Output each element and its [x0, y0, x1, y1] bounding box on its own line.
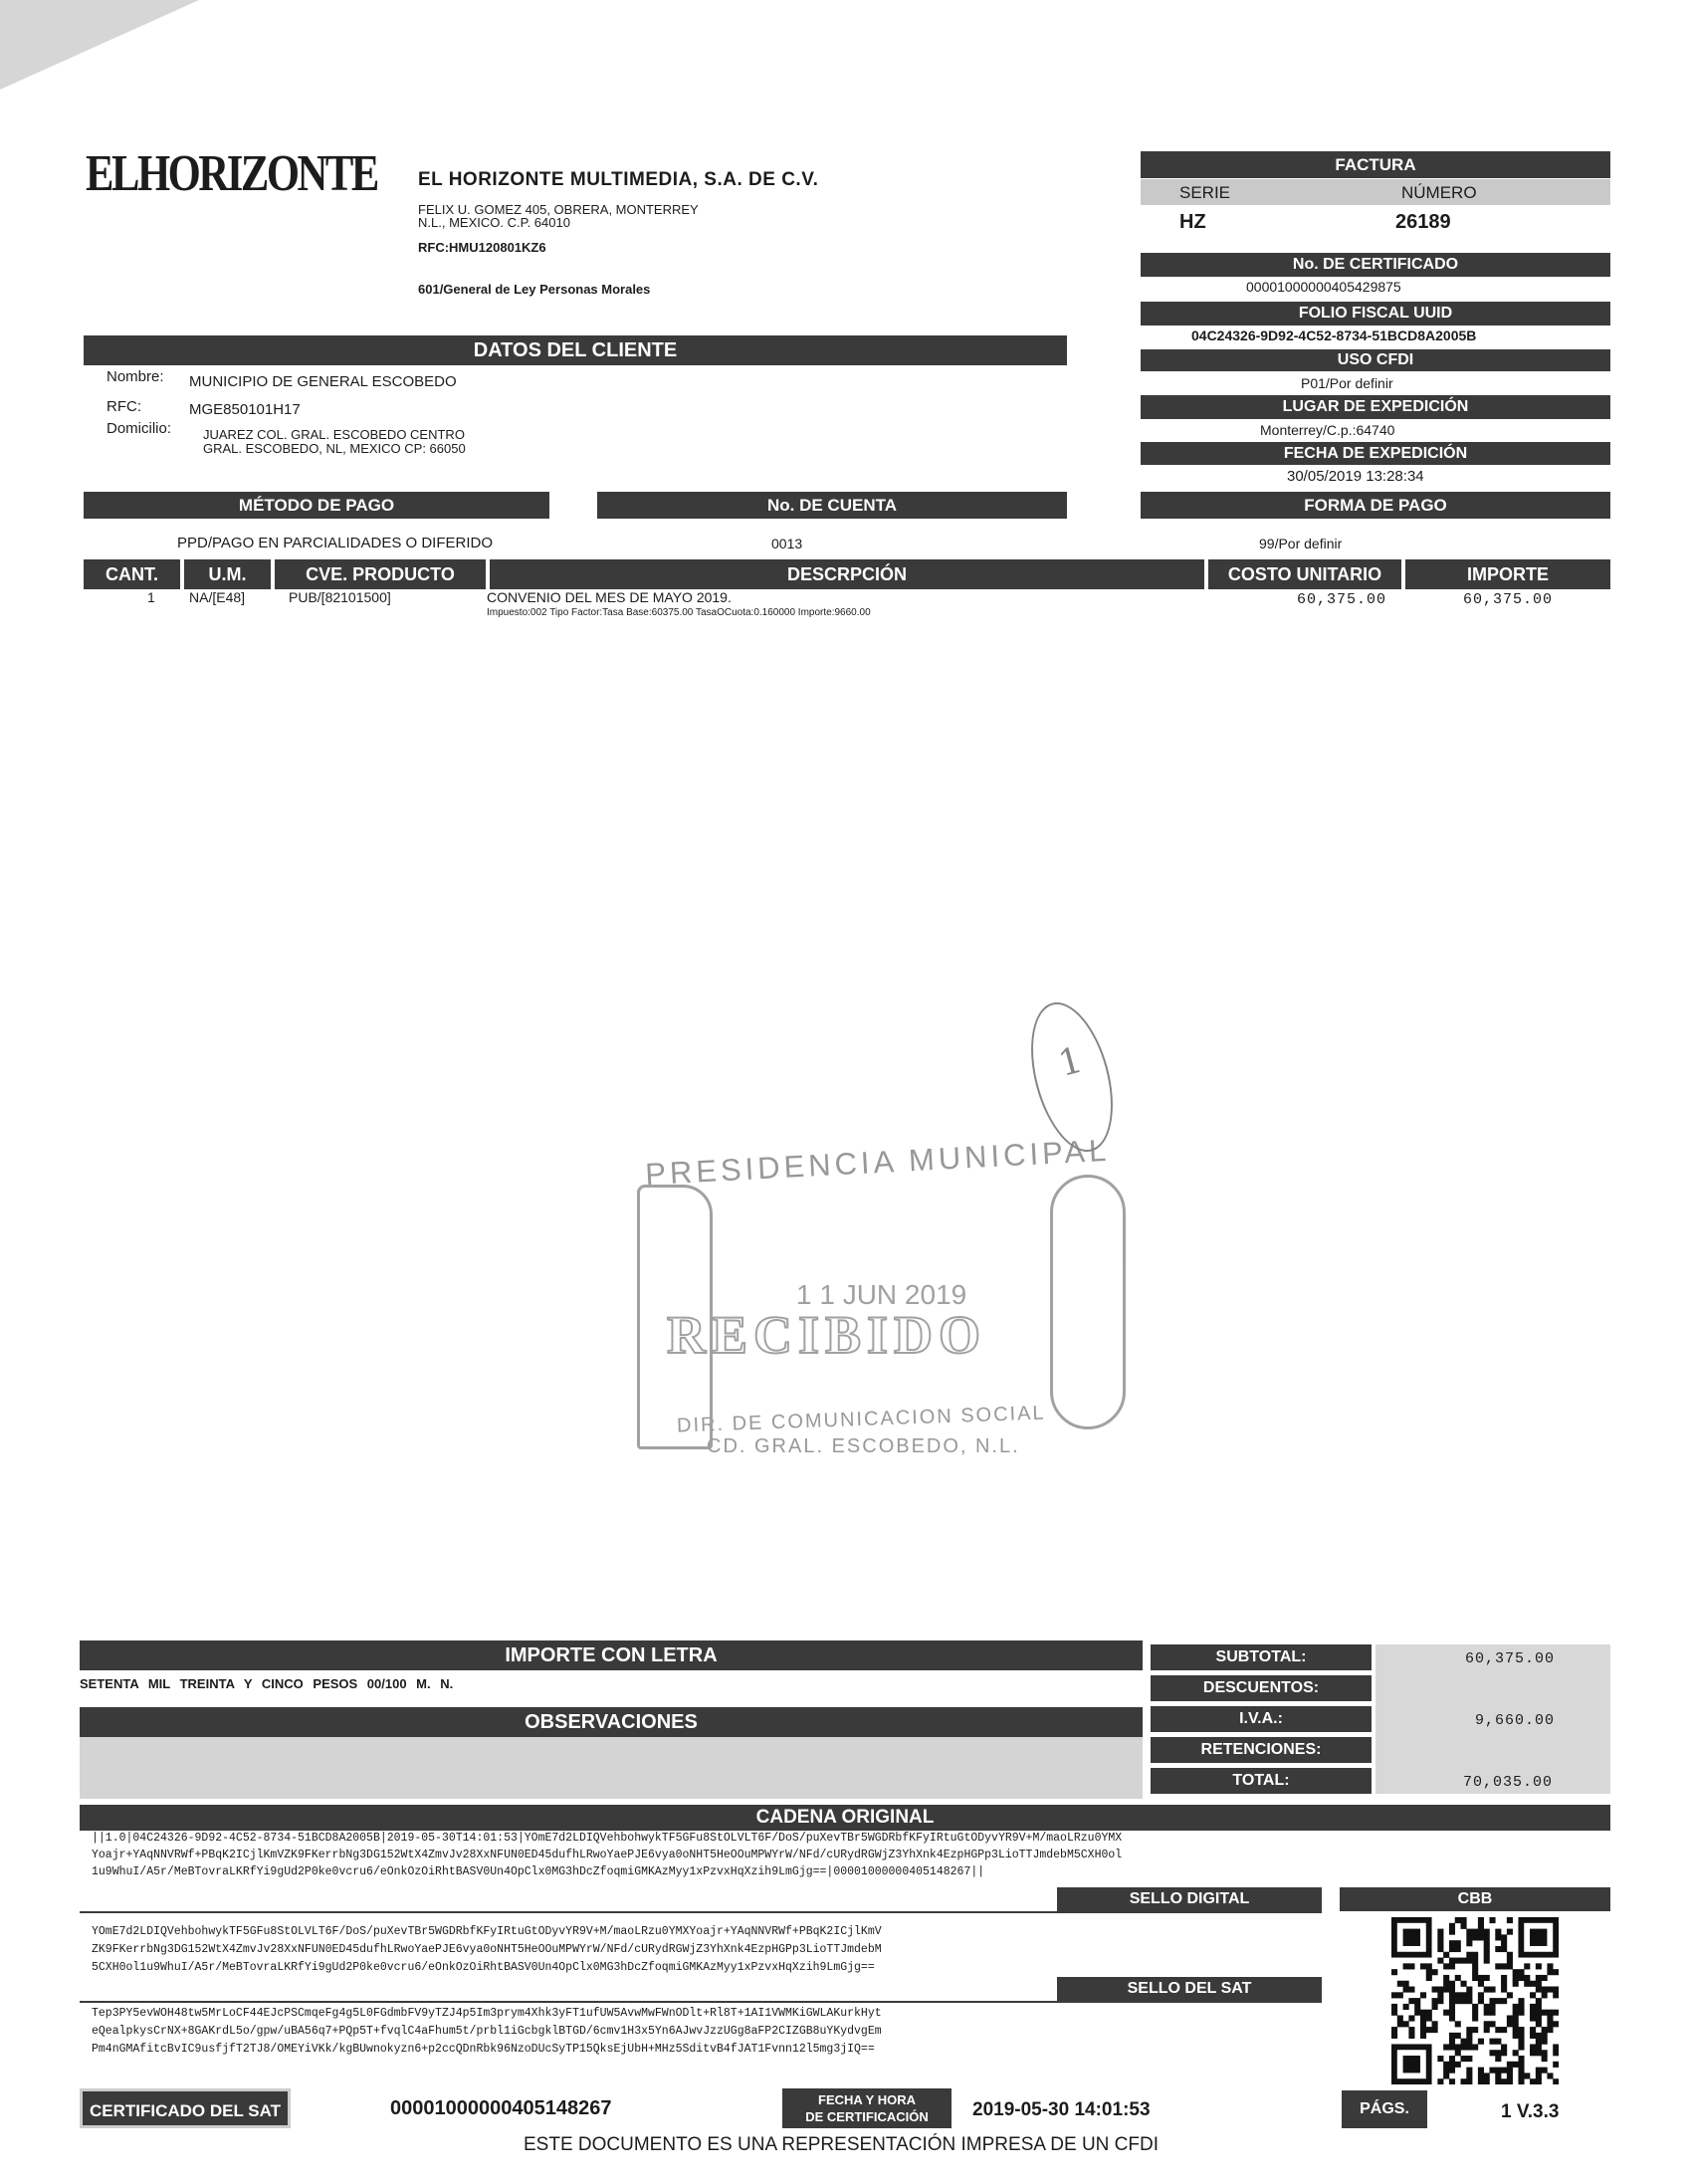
stamp-line3: CD. GRAL. ESCOBEDO, N.L. [707, 1435, 1020, 1457]
importe-letra-value: SETENTA MIL TREINTA Y CINCO PESOS 00/100 M. N. [80, 1676, 454, 1691]
observaciones-header: OBSERVACIONES [80, 1707, 1143, 1737]
sello-digital-line2: ZK9FKerrbNg3DG152WtX4ZmvJv28XxNFUN0ED45dufhLRwoYaePJE6vya0oNHT5HeOOuMPWYrW/NFd/cURydRGWjZ3YhXnk4EzpHGPp3LioTTJmdebM [92, 1943, 882, 1956]
company-address-line1: FELIX U. GOMEZ 405, OBRERA, MONTERREY [418, 202, 699, 217]
certificado-sat-value: 00001000000405148267 [390, 2097, 612, 2119]
certificado-value: 00001000000405429875 [1246, 279, 1401, 295]
sello-sat-line1: Tep3PY5evWOH48tw5MrLoCF44EJcPSCmqeFg4g5L0FGdmbFV9yTZJ4p5Im3prym4Xhk3yFT1ufUW5AvwMwFWnODlt+Rl8T+1AI1VWMKiGWLAKurkHyt [92, 2007, 882, 2020]
subtotal-label: SUBTOTAL: [1151, 1644, 1372, 1670]
cliente-nombre-label: Nombre: [106, 368, 164, 385]
iva-value: 9,660.00 [1475, 1712, 1556, 1729]
fecha-expedicion-header: FECHA DE EXPEDICIÓN [1141, 442, 1610, 465]
forma-pago-value: 99/Por definir [1259, 536, 1343, 551]
col-cve-header: CVE. PRODUCTO [275, 559, 486, 589]
cadena-original-header: CADENA ORIGINAL [80, 1805, 1610, 1831]
observaciones-box [80, 1737, 1143, 1799]
cadena-original-line1: ||1.0|04C24326-9D92-4C52-8734-51BCD8A2005B|2019-05-30T14:01:53|YOmE7d2LDIQVehbohwykTF5GFu8StOLVLT6F/DoS/puXevTBr5WGDRbfKFyIRtuGtODyvYR9V+M/maoLRzu0YMX [92, 1832, 1123, 1845]
company-regimen: 601/General de Ley Personas Morales [418, 282, 651, 297]
factura-header: FACTURA [1141, 151, 1610, 178]
importe-letra-header: IMPORTE CON LETRA [80, 1640, 1143, 1670]
company-rfc: RFC:HMU120801KZ6 [418, 240, 546, 255]
item-importe: 60,375.00 [1463, 591, 1554, 608]
stamp-big-r [637, 1185, 713, 1449]
circled-number: 1 [1016, 993, 1127, 1161]
uuid-value: 04C24326-9D92-4C52-8734-51BCD8A2005B [1191, 328, 1477, 343]
stamp-line2: DIR. DE COMUNICACION SOCIAL [676, 1402, 1046, 1437]
forma-pago-header: FORMA DE PAGO [1141, 492, 1610, 519]
recibido-stamp [637, 1005, 1145, 1483]
uso-cfdi-value: P01/Por definir [1301, 375, 1393, 391]
cuenta-value: 0013 [771, 536, 803, 551]
col-cant-header: CANT. [84, 559, 180, 589]
item-impuesto: Impuesto:002 Tipo Factor:Tasa Base:60375.00 TasaOCuota:0.160000 Importe:9660.00 [487, 607, 871, 618]
col-um-header: U.M. [184, 559, 271, 589]
sello-sat-line3: Pm4nGMAfitcBvIC9usfjfT2TJ8/OMEYiVKk/kgBUwnokyzn6+p2ccQDnRbk96NzoDUcSyTP15QksEjUbH+MHz5SditvB4fJAT1Fvnn12l5mg3jIQ== [92, 2043, 875, 2056]
total-value: 70,035.00 [1463, 1774, 1554, 1791]
metodo-pago-header: MÉTODO DE PAGO [84, 492, 549, 519]
factura-serie-label: SERIE [1179, 183, 1231, 202]
stamp-big-o [1050, 1175, 1126, 1429]
company-address-line2: N.L., MEXICO. C.P. 64010 [418, 215, 570, 230]
sello-sat-header: SELLO DEL SAT [1057, 1977, 1322, 2001]
stamp-letter: RECIBIDO [667, 1305, 987, 1365]
col-costo-header: COSTO UNITARIO [1208, 559, 1401, 589]
uuid-header: FOLIO FISCAL UUID [1141, 302, 1610, 326]
company-logo: ELHORIZONTE [86, 145, 377, 202]
uso-cfdi-header: USO CFDI [1141, 349, 1610, 371]
fecha-certificacion-label: FECHA Y HORA DE CERTIFICACIÓN [782, 2088, 952, 2128]
iva-label: I.V.A.: [1151, 1706, 1372, 1732]
paginas-value: 1 V.3.3 [1501, 2101, 1560, 2122]
subtotal-value: 60,375.00 [1465, 1650, 1556, 1667]
certificado-sat-label: CERTIFICADO DEL SAT [80, 2088, 291, 2128]
factura-numero-value: 26189 [1395, 211, 1451, 233]
cliente-domicilio-label: Domicilio: [106, 420, 172, 437]
company-name: EL HORIZONTE MULTIMEDIA, S.A. DE C.V. [418, 169, 819, 190]
paginas-label: PÁGS. [1342, 2090, 1427, 2128]
retenciones-label: RETENCIONES: [1151, 1737, 1372, 1763]
qr-code [1391, 1917, 1559, 2084]
sello-sat-rule [80, 2001, 1322, 2003]
stamp-line1: PRESIDENCIA MUNICIPAL [644, 1132, 1112, 1193]
col-desc-header: DESCRPCIÓN [490, 559, 1204, 589]
stamp-date: 1 1 JUN 2019 [796, 1279, 967, 1310]
cliente-rfc-label: RFC: [106, 398, 141, 415]
fecha-certificacion-value: 2019-05-30 14:01:53 [972, 2099, 1151, 2120]
factura-serie-value: HZ [1179, 211, 1206, 233]
descuentos-label: DESCUENTOS: [1151, 1675, 1372, 1701]
table-row [84, 589, 1610, 629]
lugar-expedicion-header: LUGAR DE EXPEDICIÓN [1141, 395, 1610, 419]
lugar-expedicion-value: Monterrey/C.p.:64740 [1260, 422, 1395, 438]
total-label: TOTAL: [1151, 1768, 1372, 1794]
item-costo: 60,375.00 [1297, 591, 1387, 608]
cadena-original-line3: 1u9WhuI/A5r/MeBTovraLKRfYi9gUd2P0ke0vcru6/eOnkOzOiRhtBASV0Un4OpClx0MG3hDcZfoqmiGMKAzMyy1xPzvxHqXzih9LmGjg==|00001000000405148267|| [92, 1865, 985, 1878]
item-cve: PUB/[82101500] [289, 589, 391, 605]
scan-corner-shadow [0, 0, 199, 90]
cliente-domicilio-line2: GRAL. ESCOBEDO, NL, MEXICO CP: 66050 [203, 441, 466, 456]
sello-sat-line2: eQealpkysCrNX+8GAKrdL5o/gpw/uBA56q7+PQp5T+fvqlC4aFhum5t/prbl1iGcbgklBTGD/6cmv1H3x5Yn6AJwvJzzUGg8aFP2CIZGB8uYKydvgEm [92, 2025, 882, 2038]
cliente-rfc-value: MGE850101H17 [189, 401, 301, 418]
cadena-original-line2: Yoajr+YAqNNVRWf+PBqK2ICjlKmVZK9FKerrbNg3DG152WtX4ZmvJv28XxNFUN0ED45dufhLRwoYaePJE6vya0oNHT5HeOOuMPWYrW/NFd/cURydRGWjZ3YhXnk4EzpHGPp3LioTTJmdebM5CXH0ol [92, 1849, 1123, 1861]
qr-code-graphic [1391, 1917, 1559, 2084]
sello-digital-line1: YOmE7d2LDIQVehbohwykTF5GFu8StOLVLT6F/DoS/puXevTBr5WGDRbfKFyIRtuGtODyvYR9V+M/maoLRzu0YMXYoajr+YAqNNVRWf+PBqK2ICjlKmV [92, 1925, 882, 1938]
metodo-pago-value: PPD/PAGO EN PARCIALIDADES O DIFERIDO [177, 535, 494, 551]
factura-numero-label: NÚMERO [1401, 183, 1477, 202]
item-um: NA/[E48] [189, 589, 246, 605]
cliente-header: DATOS DEL CLIENTE [84, 335, 1067, 365]
sello-digital-header: SELLO DIGITAL [1057, 1887, 1322, 1911]
cliente-nombre-value: MUNICIPIO DE GENERAL ESCOBEDO [189, 373, 457, 390]
cfdi-leyenda: ESTE DOCUMENTO ES UNA REPRESENTACIÓN IMPRESA DE UN CFDI [524, 2134, 1160, 2155]
col-importe-header: IMPORTE [1405, 559, 1610, 589]
fecha-expedicion-value: 30/05/2019 13:28:34 [1287, 468, 1424, 485]
item-cant: 1 [147, 589, 155, 605]
item-desc: CONVENIO DEL MES DE MAYO 2019. [487, 589, 732, 605]
cuenta-header: No. DE CUENTA [597, 492, 1067, 519]
cbb-header: CBB [1340, 1887, 1610, 1911]
cliente-domicilio-line1: JUAREZ COL. GRAL. ESCOBEDO CENTRO [203, 427, 465, 442]
sello-digital-line3: 5CXH0ol1u9WhuI/A5r/MeBTovraLKRfYi9gUd2P0ke0vcru6/eOnkOzOiRhtBASV0Un4OpClx0MG3hDcZfoqmiGMKAzMyy1xPzvxHqXzih9LmGjg== [92, 1961, 875, 1974]
certificado-header: No. DE CERTIFICADO [1141, 253, 1610, 277]
sello-digital-rule [80, 1911, 1322, 1913]
totals-panel [1147, 1640, 1610, 1800]
